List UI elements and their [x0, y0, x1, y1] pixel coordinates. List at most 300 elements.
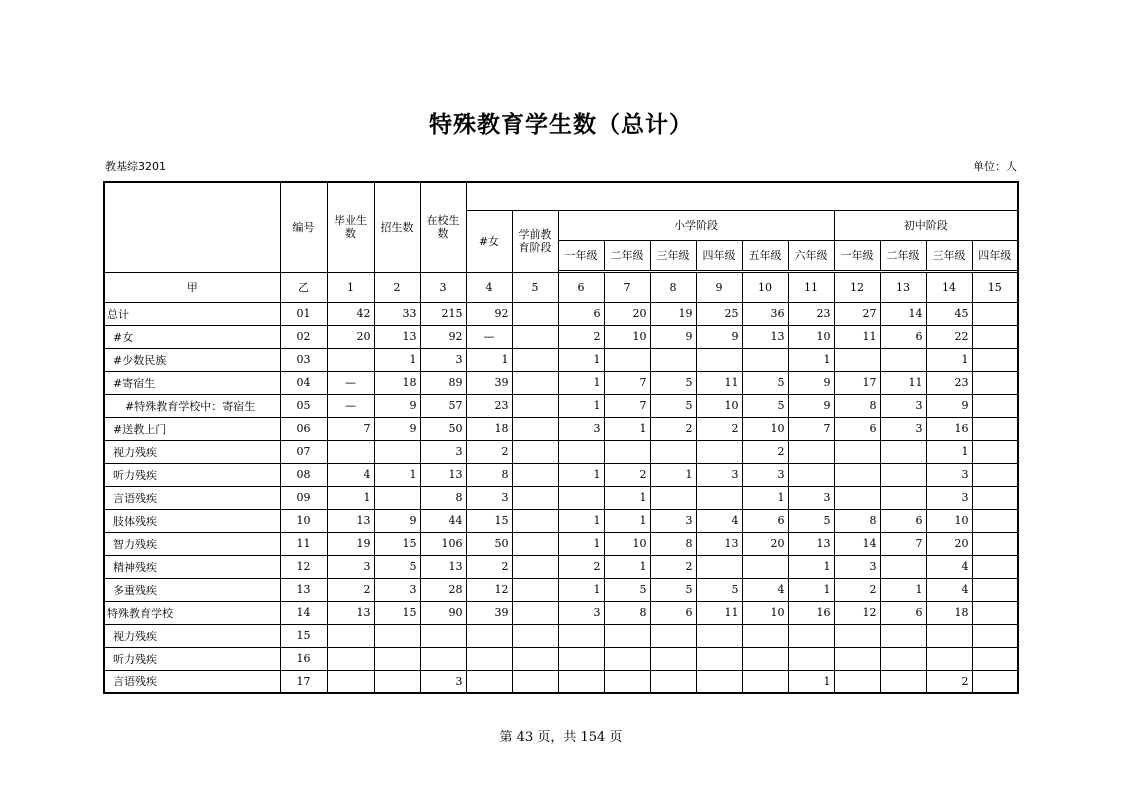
index-cell: 4: [466, 272, 512, 302]
value-cell: 1: [926, 348, 972, 371]
value-cell: [972, 578, 1018, 601]
row-code: 02: [280, 325, 327, 348]
value-cell: 5: [650, 394, 696, 417]
value-cell: [834, 486, 880, 509]
value-cell: [466, 647, 512, 670]
value-cell: 22: [926, 325, 972, 348]
row-code: 05: [280, 394, 327, 417]
value-cell: 3: [327, 555, 374, 578]
value-cell: 90: [420, 601, 466, 624]
value-cell: 16: [788, 601, 834, 624]
value-cell: [880, 624, 926, 647]
value-cell: 8: [834, 394, 880, 417]
value-cell: 1: [374, 348, 420, 371]
value-cell: 1: [604, 555, 650, 578]
index-cell: 14: [926, 272, 972, 302]
value-cell: 1: [788, 555, 834, 578]
row-label: 多重残疾: [104, 578, 280, 601]
value-cell: [512, 325, 558, 348]
value-cell: [788, 440, 834, 463]
value-cell: 1: [558, 348, 604, 371]
value-cell: [742, 624, 788, 647]
value-cell: [604, 348, 650, 371]
index-cell: 10: [742, 272, 788, 302]
value-cell: 10: [926, 509, 972, 532]
value-cell: 8: [834, 509, 880, 532]
value-cell: 11: [880, 371, 926, 394]
value-cell: 23: [926, 371, 972, 394]
table-row: [104, 670, 1018, 693]
value-cell: 28: [420, 578, 466, 601]
value-cell: 15: [374, 601, 420, 624]
value-cell: [650, 647, 696, 670]
value-cell: 7: [604, 371, 650, 394]
value-cell: 20: [327, 325, 374, 348]
row-code: 04: [280, 371, 327, 394]
value-cell: 13: [420, 463, 466, 486]
value-cell: [558, 670, 604, 693]
value-cell: [696, 486, 742, 509]
header-primary-grade: 一年级: [558, 240, 604, 270]
value-cell: 18: [466, 417, 512, 440]
value-cell: [512, 532, 558, 555]
row-label: 智力残疾: [104, 532, 280, 555]
value-cell: 3: [420, 440, 466, 463]
table-row: [104, 325, 1018, 348]
index-cell: 6: [558, 272, 604, 302]
header-female: #女: [466, 210, 512, 272]
value-cell: [374, 670, 420, 693]
value-cell: [972, 601, 1018, 624]
value-cell: 1: [327, 486, 374, 509]
value-cell: [834, 348, 880, 371]
row-code: 03: [280, 348, 327, 371]
statistics-table: [103, 181, 1019, 694]
value-cell: 13: [696, 532, 742, 555]
value-cell: [972, 486, 1018, 509]
value-cell: [512, 578, 558, 601]
index-cell: 2: [374, 272, 420, 302]
value-cell: [558, 486, 604, 509]
index-cell: 13: [880, 272, 926, 302]
value-cell: [972, 394, 1018, 417]
value-cell: 10: [788, 325, 834, 348]
value-cell: [512, 509, 558, 532]
table-row: [104, 647, 1018, 670]
value-cell: 10: [742, 417, 788, 440]
value-cell: 3: [880, 394, 926, 417]
index-cell: 乙: [280, 272, 327, 302]
value-cell: [327, 348, 374, 371]
index-cell: 8: [650, 272, 696, 302]
value-cell: 9: [696, 325, 742, 348]
value-cell: 3: [650, 509, 696, 532]
value-cell: 33: [374, 302, 420, 325]
row-code: 15: [280, 624, 327, 647]
value-cell: [834, 647, 880, 670]
value-cell: [972, 348, 1018, 371]
value-cell: [650, 440, 696, 463]
value-cell: 92: [466, 302, 512, 325]
row-label: #女: [104, 325, 280, 348]
value-cell: 23: [788, 302, 834, 325]
value-cell: [512, 463, 558, 486]
value-cell: [926, 647, 972, 670]
row-code: 16: [280, 647, 327, 670]
value-cell: 8: [650, 532, 696, 555]
row-label: 听力残疾: [104, 463, 280, 486]
value-cell: 7: [327, 417, 374, 440]
value-cell: [696, 555, 742, 578]
header-primary-grade: 三年级: [650, 240, 696, 270]
value-cell: [512, 302, 558, 325]
value-cell: 3: [420, 348, 466, 371]
value-cell: [742, 647, 788, 670]
value-cell: [374, 440, 420, 463]
value-cell: 106: [420, 532, 466, 555]
value-cell: [788, 463, 834, 486]
value-cell: [880, 486, 926, 509]
value-cell: 1: [558, 371, 604, 394]
table-row: [104, 348, 1018, 371]
value-cell: 3: [742, 463, 788, 486]
value-cell: 12: [466, 578, 512, 601]
value-cell: 10: [604, 532, 650, 555]
row-label: 总计: [104, 302, 280, 325]
form-code: 教基综3201: [105, 160, 166, 173]
value-cell: [374, 647, 420, 670]
value-cell: [880, 670, 926, 693]
table-row: [104, 555, 1018, 578]
value-cell: [972, 509, 1018, 532]
value-cell: 27: [834, 302, 880, 325]
table-row: [104, 601, 1018, 624]
value-cell: [327, 670, 374, 693]
value-cell: 1: [650, 463, 696, 486]
value-cell: 1: [788, 348, 834, 371]
value-cell: [512, 440, 558, 463]
value-cell: 39: [466, 601, 512, 624]
value-cell: 1: [788, 578, 834, 601]
value-cell: 2: [696, 417, 742, 440]
value-cell: 4: [327, 463, 374, 486]
index-cell: 甲: [104, 272, 280, 302]
table-row: [104, 371, 1018, 394]
row-label: 肢体残疾: [104, 509, 280, 532]
value-cell: 1: [604, 509, 650, 532]
value-cell: 215: [420, 302, 466, 325]
value-cell: [696, 440, 742, 463]
value-cell: 89: [420, 371, 466, 394]
value-cell: 1: [880, 578, 926, 601]
value-cell: 4: [696, 509, 742, 532]
index-cell: 5: [512, 272, 558, 302]
value-cell: —: [466, 325, 512, 348]
value-cell: [420, 624, 466, 647]
value-cell: 1: [558, 509, 604, 532]
value-cell: 92: [420, 325, 466, 348]
index-cell: 1: [327, 272, 374, 302]
value-cell: 20: [926, 532, 972, 555]
row-label: #送教上门: [104, 417, 280, 440]
row-code: 11: [280, 532, 327, 555]
value-cell: 1: [558, 532, 604, 555]
index-cell: 15: [972, 272, 1018, 302]
table-row: [104, 302, 1018, 325]
value-cell: 1: [558, 394, 604, 417]
value-cell: 5: [650, 578, 696, 601]
value-cell: 3: [880, 417, 926, 440]
value-cell: [834, 440, 880, 463]
table-row: [104, 624, 1018, 647]
value-cell: 10: [604, 325, 650, 348]
value-cell: 36: [742, 302, 788, 325]
unit-label: 单位：人: [973, 160, 1017, 173]
value-cell: 2: [604, 463, 650, 486]
value-cell: 2: [558, 325, 604, 348]
value-cell: 12: [834, 601, 880, 624]
table-row: [104, 394, 1018, 417]
value-cell: 9: [926, 394, 972, 417]
index-cell: 12: [834, 272, 880, 302]
value-cell: [327, 440, 374, 463]
row-code: 06: [280, 417, 327, 440]
value-cell: [926, 624, 972, 647]
value-cell: 17: [834, 371, 880, 394]
table-row: [104, 463, 1018, 486]
header-serial: 编号: [280, 182, 327, 272]
value-cell: 6: [880, 509, 926, 532]
value-cell: [742, 348, 788, 371]
value-cell: [972, 670, 1018, 693]
value-cell: 6: [834, 417, 880, 440]
value-cell: [512, 371, 558, 394]
value-cell: 3: [558, 601, 604, 624]
value-cell: 13: [420, 555, 466, 578]
value-cell: 13: [742, 325, 788, 348]
value-cell: 44: [420, 509, 466, 532]
value-cell: 20: [604, 302, 650, 325]
value-cell: [972, 302, 1018, 325]
value-cell: [512, 601, 558, 624]
value-cell: [650, 348, 696, 371]
value-cell: 3: [926, 486, 972, 509]
value-cell: 8: [604, 601, 650, 624]
header-junior-grade: 一年级: [834, 240, 880, 270]
value-cell: 1: [742, 486, 788, 509]
value-cell: 2: [327, 578, 374, 601]
table-row: [104, 417, 1018, 440]
row-code: 13: [280, 578, 327, 601]
header-enrolled: 招生数: [374, 182, 420, 272]
value-cell: 9: [650, 325, 696, 348]
header-primary-grade: 六年级: [788, 240, 834, 270]
value-cell: 5: [742, 371, 788, 394]
value-cell: 18: [374, 371, 420, 394]
value-cell: 4: [742, 578, 788, 601]
value-cell: [512, 670, 558, 693]
index-cell: 11: [788, 272, 834, 302]
index-cell: 9: [696, 272, 742, 302]
value-cell: [972, 371, 1018, 394]
value-cell: 10: [696, 394, 742, 417]
value-cell: [696, 670, 742, 693]
value-cell: [512, 394, 558, 417]
value-cell: [972, 463, 1018, 486]
value-cell: 3: [788, 486, 834, 509]
table-row: [104, 578, 1018, 601]
value-cell: [512, 647, 558, 670]
value-cell: 1: [788, 670, 834, 693]
value-cell: 3: [374, 578, 420, 601]
header-junior-grade: 四年级: [972, 240, 1018, 270]
value-cell: [420, 647, 466, 670]
value-cell: 2: [466, 440, 512, 463]
row-label: #特殊教育学校中：寄宿生: [104, 394, 280, 417]
value-cell: 13: [327, 509, 374, 532]
value-cell: [972, 555, 1018, 578]
value-cell: [742, 555, 788, 578]
value-cell: [604, 440, 650, 463]
value-cell: 6: [650, 601, 696, 624]
value-cell: [604, 624, 650, 647]
row-label: 视力残疾: [104, 624, 280, 647]
value-cell: 25: [696, 302, 742, 325]
value-cell: [512, 486, 558, 509]
value-cell: 2: [926, 670, 972, 693]
header-graduates: 毕业生数: [327, 182, 374, 272]
header-primary-grade: 四年级: [696, 240, 742, 270]
value-cell: 50: [466, 532, 512, 555]
value-cell: [650, 624, 696, 647]
value-cell: 3: [696, 463, 742, 486]
value-cell: 13: [327, 601, 374, 624]
value-cell: 5: [374, 555, 420, 578]
value-cell: 42: [327, 302, 374, 325]
value-cell: [972, 532, 1018, 555]
header-blank: [104, 182, 280, 272]
header-in-school: 在校生数: [420, 182, 466, 272]
value-cell: 9: [374, 394, 420, 417]
value-cell: [834, 670, 880, 693]
value-cell: 13: [374, 325, 420, 348]
value-cell: 5: [650, 371, 696, 394]
value-cell: [512, 417, 558, 440]
value-cell: [972, 325, 1018, 348]
value-cell: [972, 440, 1018, 463]
header-primary-grade: 五年级: [742, 240, 788, 270]
value-cell: 2: [834, 578, 880, 601]
value-cell: 1: [558, 463, 604, 486]
value-cell: 3: [420, 670, 466, 693]
value-cell: 14: [880, 302, 926, 325]
value-cell: 1: [558, 578, 604, 601]
value-cell: 9: [374, 417, 420, 440]
value-cell: 3: [466, 486, 512, 509]
row-label: 听力残疾: [104, 647, 280, 670]
value-cell: [972, 624, 1018, 647]
row-code: 10: [280, 509, 327, 532]
value-cell: [696, 624, 742, 647]
page-title: 特殊教育学生数（总计）: [429, 112, 693, 138]
value-cell: 11: [696, 601, 742, 624]
row-code: 09: [280, 486, 327, 509]
value-cell: 9: [788, 394, 834, 417]
value-cell: 15: [466, 509, 512, 532]
row-code: 14: [280, 601, 327, 624]
value-cell: 16: [926, 417, 972, 440]
value-cell: [788, 647, 834, 670]
value-cell: 2: [650, 417, 696, 440]
value-cell: —: [327, 394, 374, 417]
value-cell: 20: [742, 532, 788, 555]
value-cell: [696, 647, 742, 670]
row-code: 07: [280, 440, 327, 463]
value-cell: 8: [420, 486, 466, 509]
table-row: [104, 509, 1018, 532]
value-cell: [604, 670, 650, 693]
value-cell: 2: [742, 440, 788, 463]
value-cell: 2: [466, 555, 512, 578]
value-cell: [972, 647, 1018, 670]
value-cell: 19: [327, 532, 374, 555]
value-cell: [466, 624, 512, 647]
value-cell: 1: [374, 463, 420, 486]
table-row: [104, 486, 1018, 509]
value-cell: —: [327, 371, 374, 394]
value-cell: 3: [558, 417, 604, 440]
value-cell: 4: [926, 578, 972, 601]
value-cell: [512, 624, 558, 647]
row-label: #寄宿生: [104, 371, 280, 394]
value-cell: 6: [742, 509, 788, 532]
header-preschool: 学前教育阶段: [512, 210, 558, 272]
value-cell: [512, 348, 558, 371]
index-cell: 7: [604, 272, 650, 302]
row-code: 12: [280, 555, 327, 578]
value-cell: [604, 647, 650, 670]
value-cell: 1: [926, 440, 972, 463]
row-label: 精神残疾: [104, 555, 280, 578]
page-footer: 第 43 页，共 154 页: [499, 730, 623, 745]
value-cell: 9: [374, 509, 420, 532]
value-cell: 3: [926, 463, 972, 486]
value-cell: [696, 348, 742, 371]
value-cell: 50: [420, 417, 466, 440]
value-cell: [650, 670, 696, 693]
value-cell: 11: [834, 325, 880, 348]
value-cell: [788, 624, 834, 647]
value-cell: 7: [604, 394, 650, 417]
value-cell: [558, 440, 604, 463]
value-cell: 2: [558, 555, 604, 578]
value-cell: 1: [604, 417, 650, 440]
row-code: 08: [280, 463, 327, 486]
value-cell: [880, 348, 926, 371]
value-cell: 5: [742, 394, 788, 417]
value-cell: 7: [788, 417, 834, 440]
value-cell: 14: [834, 532, 880, 555]
table-row: [104, 440, 1018, 463]
value-cell: [466, 670, 512, 693]
value-cell: [880, 555, 926, 578]
index-cell: 3: [420, 272, 466, 302]
row-label: #少数民族: [104, 348, 280, 371]
value-cell: 4: [926, 555, 972, 578]
value-cell: [834, 624, 880, 647]
row-code: 01: [280, 302, 327, 325]
value-cell: 2: [650, 555, 696, 578]
